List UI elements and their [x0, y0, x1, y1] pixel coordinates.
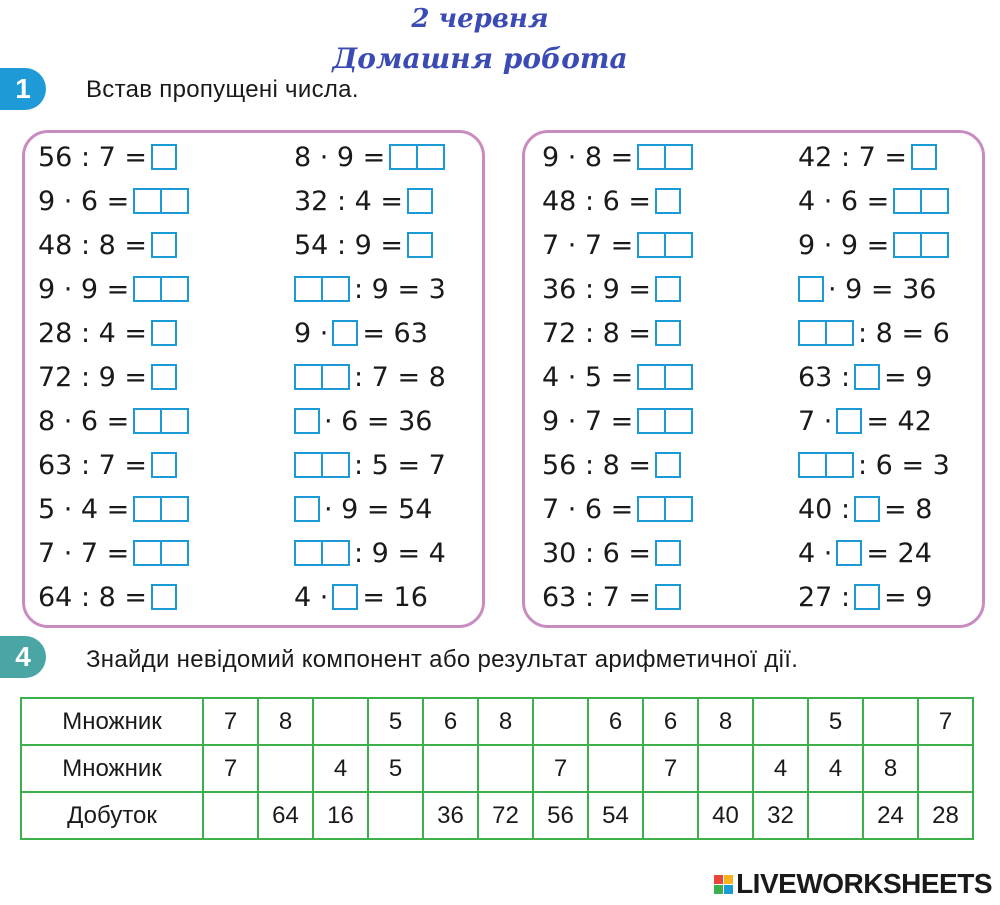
equation: [292, 580, 430, 614]
answer-box[interactable]: [151, 452, 177, 478]
table-cell: 7: [918, 698, 973, 745]
equation: [796, 272, 939, 306]
answer-box[interactable]: [655, 452, 681, 478]
equation: [292, 492, 435, 526]
equation: [796, 492, 934, 526]
equation-text: 72 : 9 =: [38, 361, 148, 393]
answer-box[interactable]: [151, 232, 177, 258]
equation: [36, 272, 191, 306]
answer-box[interactable]: [854, 584, 880, 610]
table-cell: 7: [643, 745, 698, 792]
equation-text: 48 : 8 =: [38, 229, 148, 261]
answer-cell[interactable]: [918, 745, 973, 792]
answer-box-double[interactable]: [294, 540, 350, 566]
equation-text: 4 · 6 =: [798, 185, 890, 217]
equation-text: = 9: [884, 361, 933, 393]
answer-box-double[interactable]: [294, 276, 350, 302]
equation-text: 9 · 8 =: [542, 141, 634, 173]
task-1-badge: 1: [0, 68, 46, 110]
answer-box[interactable]: [836, 540, 862, 566]
answer-box-double[interactable]: [798, 320, 854, 346]
equation: [36, 404, 191, 438]
answer-cell[interactable]: [698, 745, 753, 792]
table-cell: 8: [698, 698, 753, 745]
equation: [292, 448, 448, 482]
answer-box[interactable]: [798, 276, 824, 302]
equation-text: 48 : 6 =: [542, 185, 652, 217]
equation-text: : 5 = 7: [354, 449, 446, 481]
table-cell: 4: [808, 745, 863, 792]
table-row: [21, 745, 973, 792]
task-4-badge: 4: [0, 636, 46, 678]
multiplication-table: [20, 697, 974, 840]
table-cell: 8: [863, 745, 918, 792]
equation-text: 56 : 7 =: [38, 141, 148, 173]
table-cell: 4: [313, 745, 368, 792]
answer-box-double[interactable]: [133, 276, 189, 302]
equation-text: : 9 = 3: [354, 273, 446, 305]
equation: [540, 580, 683, 614]
answer-cell[interactable]: [643, 792, 698, 839]
equation: [36, 448, 179, 482]
answer-box-double[interactable]: [893, 232, 949, 258]
equation: [540, 184, 683, 218]
equation: [540, 448, 683, 482]
answer-box[interactable]: [854, 496, 880, 522]
table-cell: 8: [478, 698, 533, 745]
answer-box[interactable]: [151, 584, 177, 610]
equation: [796, 536, 934, 570]
equation-text: 7 ·: [798, 405, 833, 437]
equation-text: 63 : 7 =: [38, 449, 148, 481]
answer-box-double[interactable]: [637, 364, 693, 390]
equation: [36, 316, 179, 350]
equation-text: = 9: [884, 581, 933, 613]
answer-cell[interactable]: [203, 792, 258, 839]
answer-box[interactable]: [294, 408, 320, 434]
equation-text: 7 · 7 =: [542, 229, 634, 261]
equation: [796, 448, 952, 482]
answer-box[interactable]: [655, 320, 681, 346]
table-cell: 54: [588, 792, 643, 839]
equation-text: 28 : 4 =: [38, 317, 148, 349]
equation-text: 4 · 5 =: [542, 361, 634, 393]
equation-text: 56 : 8 =: [542, 449, 652, 481]
equation-text: 64 : 8 =: [38, 581, 148, 613]
answer-box-double[interactable]: [637, 144, 693, 170]
answer-cell[interactable]: [313, 698, 368, 745]
answer-cell[interactable]: [533, 698, 588, 745]
equation-text: = 8: [884, 493, 933, 525]
equation-text: 42 : 7 =: [798, 141, 908, 173]
answer-box[interactable]: [407, 188, 433, 214]
equation-text: 9 · 9 =: [798, 229, 890, 261]
task-1-instruction: Встав пропущені числа.: [86, 76, 359, 103]
equation-text: · 9 = 54: [324, 493, 433, 525]
table-cell: 36: [423, 792, 478, 839]
table-cell: 72: [478, 792, 533, 839]
equation-text: · 9 = 36: [828, 273, 937, 305]
answer-box-double[interactable]: [798, 452, 854, 478]
equation: [796, 316, 952, 350]
equation: [292, 228, 435, 262]
table-cell: 6: [588, 698, 643, 745]
equation: [540, 140, 695, 174]
equation: [796, 580, 934, 614]
equation: [292, 536, 448, 570]
answer-box[interactable]: [407, 232, 433, 258]
row-label: Добуток: [21, 792, 203, 839]
table-cell: 7: [533, 745, 588, 792]
equation-text: 40 :: [798, 493, 851, 525]
table-cell: 4: [753, 745, 808, 792]
equation: [540, 360, 695, 394]
equation-text: = 42: [866, 405, 932, 437]
table-cell: 40: [698, 792, 753, 839]
equation: [292, 360, 448, 394]
table-cell: 5: [368, 698, 423, 745]
answer-cell[interactable]: [863, 698, 918, 745]
table-cell: 24: [863, 792, 918, 839]
equation-text: 4 ·: [798, 537, 833, 569]
table-cell: 5: [368, 745, 423, 792]
equation-text: : 7 = 8: [354, 361, 446, 393]
equation: [36, 140, 179, 174]
answer-box[interactable]: [911, 144, 937, 170]
equation-text: 5 · 4 =: [38, 493, 130, 525]
equation: [540, 272, 683, 306]
answer-cell[interactable]: [753, 698, 808, 745]
row-label: Множник: [21, 698, 203, 745]
equation-text: 30 : 6 =: [542, 537, 652, 569]
answer-box-double[interactable]: [389, 144, 445, 170]
logo-text: LIVEWORKSHEETS: [736, 868, 992, 899]
equation: [796, 140, 939, 174]
equation: [796, 184, 951, 218]
answer-box-double[interactable]: [294, 364, 350, 390]
answer-box[interactable]: [332, 320, 358, 346]
equation-text: 8 · 6 =: [38, 405, 130, 437]
answer-box[interactable]: [836, 408, 862, 434]
answer-box-double[interactable]: [637, 408, 693, 434]
answer-box-double[interactable]: [294, 452, 350, 478]
logo-mark-icon: [714, 875, 733, 894]
answer-box[interactable]: [294, 496, 320, 522]
equation-text: : 6 = 3: [858, 449, 950, 481]
equation-text: 63 :: [798, 361, 851, 393]
answer-box-double[interactable]: [133, 188, 189, 214]
answer-box[interactable]: [655, 276, 681, 302]
equation: [36, 492, 191, 526]
table-row: [21, 698, 973, 745]
equation-text: 63 : 7 =: [542, 581, 652, 613]
equation: [540, 536, 683, 570]
equation-text: 4 ·: [294, 581, 329, 613]
equation-text: : 8 = 6: [858, 317, 950, 349]
answer-box-double[interactable]: [637, 496, 693, 522]
equation-text: 72 : 8 =: [542, 317, 652, 349]
equation-text: : 9 = 4: [354, 537, 446, 569]
answer-box[interactable]: [655, 540, 681, 566]
row-label: Множник: [21, 745, 203, 792]
equation: [36, 184, 191, 218]
liveworksheets-logo: [714, 868, 992, 900]
equation: [540, 316, 683, 350]
equation-text: 32 : 4 =: [294, 185, 404, 217]
equation-text: 7 · 6 =: [542, 493, 634, 525]
answer-box[interactable]: [151, 320, 177, 346]
answer-box-double[interactable]: [133, 408, 189, 434]
equation-text: 9 · 6 =: [38, 185, 130, 217]
task-4-instruction: Знайди невідомий компонент або результат арифметичної дії.: [86, 646, 799, 673]
equation: [540, 228, 695, 262]
equation: [292, 272, 448, 306]
table-cell: 56: [533, 792, 588, 839]
equation-text: 9 · 9 =: [38, 273, 130, 305]
equation: [292, 316, 430, 350]
equation: [36, 536, 191, 570]
equation: [292, 404, 435, 438]
answer-box[interactable]: [332, 584, 358, 610]
equation-text: = 63: [362, 317, 428, 349]
answer-cell[interactable]: [368, 792, 423, 839]
table-cell: 64: [258, 792, 313, 839]
equation-text: 9 · 7 =: [542, 405, 634, 437]
equation-text: 54 : 9 =: [294, 229, 404, 261]
table-cell: 6: [423, 698, 478, 745]
table-cell: 16: [313, 792, 368, 839]
equation-text: = 24: [866, 537, 932, 569]
table-cell: 5: [808, 698, 863, 745]
answer-cell[interactable]: [808, 792, 863, 839]
answer-box[interactable]: [655, 188, 681, 214]
equation: [796, 360, 934, 394]
table-cell: 6: [643, 698, 698, 745]
answer-cell[interactable]: [478, 745, 533, 792]
equation: [292, 184, 435, 218]
answer-cell[interactable]: [258, 745, 313, 792]
answer-cell[interactable]: [588, 745, 643, 792]
equation: [540, 492, 695, 526]
equation-text: = 16: [362, 581, 428, 613]
answer-box-double[interactable]: [133, 496, 189, 522]
answer-box[interactable]: [151, 144, 177, 170]
table-cell: 28: [918, 792, 973, 839]
equation: [540, 404, 695, 438]
table-cell: 32: [753, 792, 808, 839]
homework-title: Домашня робота: [332, 42, 628, 75]
answer-cell[interactable]: [423, 745, 478, 792]
answer-box-double[interactable]: [893, 188, 949, 214]
table-cell: 7: [203, 698, 258, 745]
answer-box[interactable]: [655, 584, 681, 610]
equation: [796, 404, 934, 438]
equation-text: · 6 = 36: [324, 405, 433, 437]
equation: [292, 140, 447, 174]
answer-box-double[interactable]: [133, 540, 189, 566]
equation: [36, 228, 179, 262]
answer-box-double[interactable]: [637, 232, 693, 258]
equation-text: 7 · 7 =: [38, 537, 130, 569]
table-row: [21, 792, 973, 839]
equation: [796, 228, 951, 262]
answer-box[interactable]: [854, 364, 880, 390]
equation: [36, 360, 179, 394]
equation-text: 27 :: [798, 581, 851, 613]
equation: [36, 580, 179, 614]
table-cell: 7: [203, 745, 258, 792]
equation-text: 36 : 9 =: [542, 273, 652, 305]
answer-box[interactable]: [151, 364, 177, 390]
table-cell: 8: [258, 698, 313, 745]
equation-text: 9 ·: [294, 317, 329, 349]
equation-text: 8 · 9 =: [294, 141, 386, 173]
date-heading: 2 червня: [411, 4, 549, 34]
